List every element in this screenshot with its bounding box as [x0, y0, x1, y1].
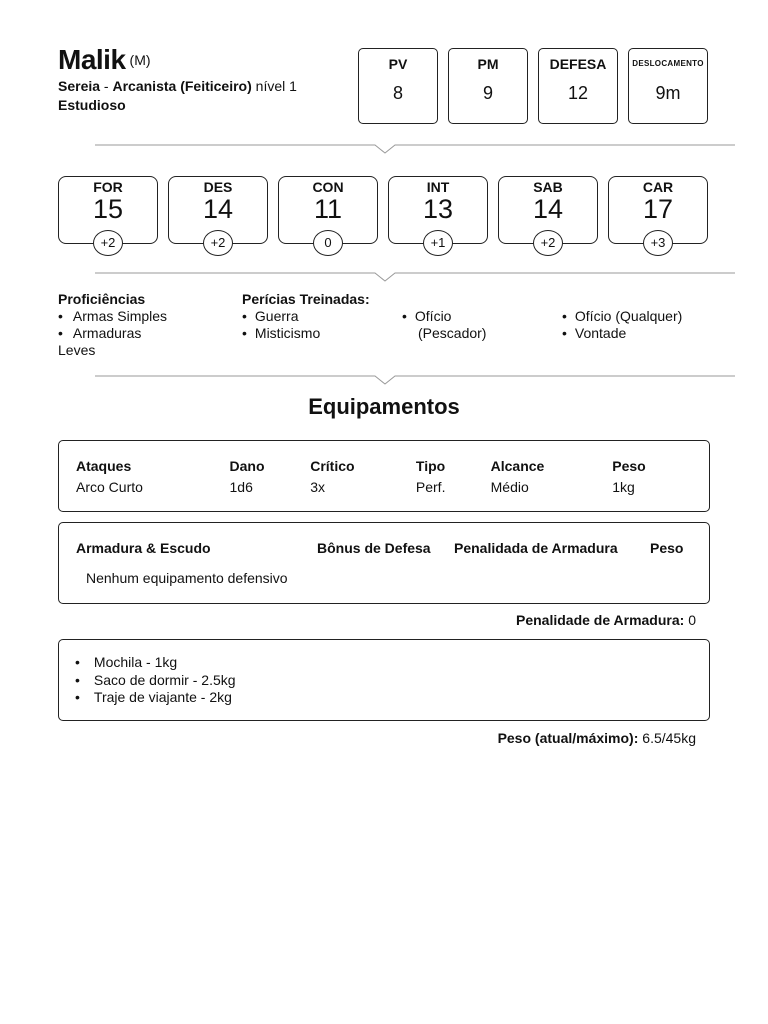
- skill-item: • Misticismo: [242, 325, 402, 342]
- stat-value: 12: [567, 83, 589, 103]
- attribute-label: INT: [426, 179, 450, 195]
- stat-label: DEFESA: [549, 56, 607, 72]
- stat-defesa: [538, 48, 618, 124]
- character-origin: Estudioso: [58, 97, 126, 113]
- armor-penalty-label: Penalidade de Armadura:: [516, 612, 685, 628]
- attribute-value: 13: [422, 194, 454, 224]
- equipment-title: Equipamentos: [308, 394, 460, 419]
- character-level: nível 1: [255, 78, 297, 94]
- proficiencies-title: Proficiências: [58, 291, 146, 307]
- header-cell: Dano: [229, 458, 265, 474]
- proficiency-item: • Armas Simples: [58, 308, 238, 325]
- header-cell: Peso: [650, 540, 684, 556]
- armor-header: [76, 540, 687, 556]
- character-header: [58, 44, 348, 114]
- table-row: [76, 479, 692, 495]
- header-cell: Tipo: [415, 458, 446, 474]
- table-cell: Arco Curto: [76, 479, 143, 495]
- carry-weight: [498, 730, 696, 746]
- carry-weight-value: 6.5/45kg: [642, 730, 696, 746]
- table-cell: 1d6: [229, 479, 253, 495]
- list-item: • Mochila - 1kg: [75, 654, 236, 672]
- table-cell: 1kg: [612, 479, 635, 495]
- top-stats: [358, 48, 708, 124]
- attribute-des: [168, 176, 268, 250]
- attribute-value: 11: [313, 194, 343, 224]
- section-divider: [95, 142, 735, 154]
- attribute-label: FOR: [93, 179, 123, 195]
- stat-value: 9: [482, 83, 493, 103]
- header-cell: Alcance: [490, 458, 545, 474]
- attribute-value: 14: [202, 194, 234, 224]
- carry-weight-label: Peso (atual/máximo):: [497, 730, 639, 746]
- attribute-label: DES: [203, 179, 233, 195]
- attribute-label: CON: [312, 179, 344, 195]
- items-list: [58, 639, 710, 721]
- skill-item: • Guerra: [242, 308, 402, 325]
- header-cell: Penalidada de Armadura: [454, 540, 618, 556]
- armor-table: [58, 522, 710, 604]
- header-cell: Ataques: [76, 458, 132, 474]
- attributes: [58, 176, 708, 250]
- attribute-modifier: 0: [313, 230, 343, 256]
- attribute-car: [608, 176, 708, 250]
- attribute-modifier: +2: [533, 230, 563, 256]
- table-cell: Perf.: [415, 479, 446, 495]
- attribute-value: 14: [532, 194, 564, 224]
- attribute-int: [388, 176, 488, 250]
- attribute-for: [58, 176, 158, 250]
- attribute-modifier: +1: [423, 230, 453, 256]
- skills-title: Perícias Treinadas:: [242, 291, 370, 307]
- stat-pm: [448, 48, 528, 124]
- attribute-value: 17: [642, 194, 674, 224]
- stat-pv: [358, 48, 438, 124]
- skill-item: • Ofício (Qualquer): [562, 308, 722, 325]
- attribute-modifier: +2: [93, 230, 123, 256]
- stat-value: 8: [392, 83, 403, 103]
- attribute-modifier: +2: [203, 230, 233, 256]
- armor-empty-message: Nenhum equipamento defensivo: [86, 570, 288, 586]
- character-gender: (M): [129, 52, 151, 68]
- attribute-sab: [498, 176, 598, 250]
- list-item: • Saco de dormir - 2.5kg: [75, 672, 236, 690]
- attribute-con: [278, 176, 378, 250]
- attribute-value: 15: [92, 194, 124, 224]
- trained-skills: [242, 291, 722, 342]
- header-cell: Bônus de Defesa: [317, 540, 431, 556]
- character-name: Malik: [58, 44, 126, 75]
- stat-value: 9m: [655, 83, 681, 103]
- stat-label: DESLOCAMENTO: [632, 59, 704, 68]
- stat-label: PM: [477, 56, 499, 72]
- header-cell: Armadura & Escudo: [76, 540, 211, 556]
- armor-penalty: [516, 612, 696, 628]
- skill-item: • Ofício (Pescador): [402, 308, 512, 342]
- section-divider: [95, 270, 735, 282]
- table-cell: 3x: [310, 479, 326, 495]
- proficiencies: [58, 291, 238, 359]
- race-class-separator: -: [100, 78, 113, 94]
- attribute-label: SAB: [533, 179, 563, 195]
- character-class: Arcanista (Feiticeiro): [112, 78, 252, 94]
- header-cell: Peso: [612, 458, 646, 474]
- attribute-label: CAR: [642, 179, 674, 195]
- list-item: • Traje de viajante - 2kg: [75, 689, 236, 707]
- character-race-class: [58, 77, 348, 95]
- table-cell: Médio: [490, 479, 529, 495]
- skill-item: • Vontade: [562, 325, 722, 342]
- stat-deslocamento: [628, 48, 708, 124]
- armor-penalty-value: 0: [688, 612, 696, 628]
- header-cell: Crítico: [310, 458, 355, 474]
- section-divider: [95, 373, 735, 385]
- attribute-modifier: +3: [643, 230, 673, 256]
- proficiency-item: • Armaduras Leves: [58, 325, 168, 359]
- attacks-header: [76, 458, 692, 474]
- character-race: Sereia: [58, 78, 101, 94]
- attacks-table: [58, 440, 710, 512]
- stat-label: PV: [388, 56, 408, 72]
